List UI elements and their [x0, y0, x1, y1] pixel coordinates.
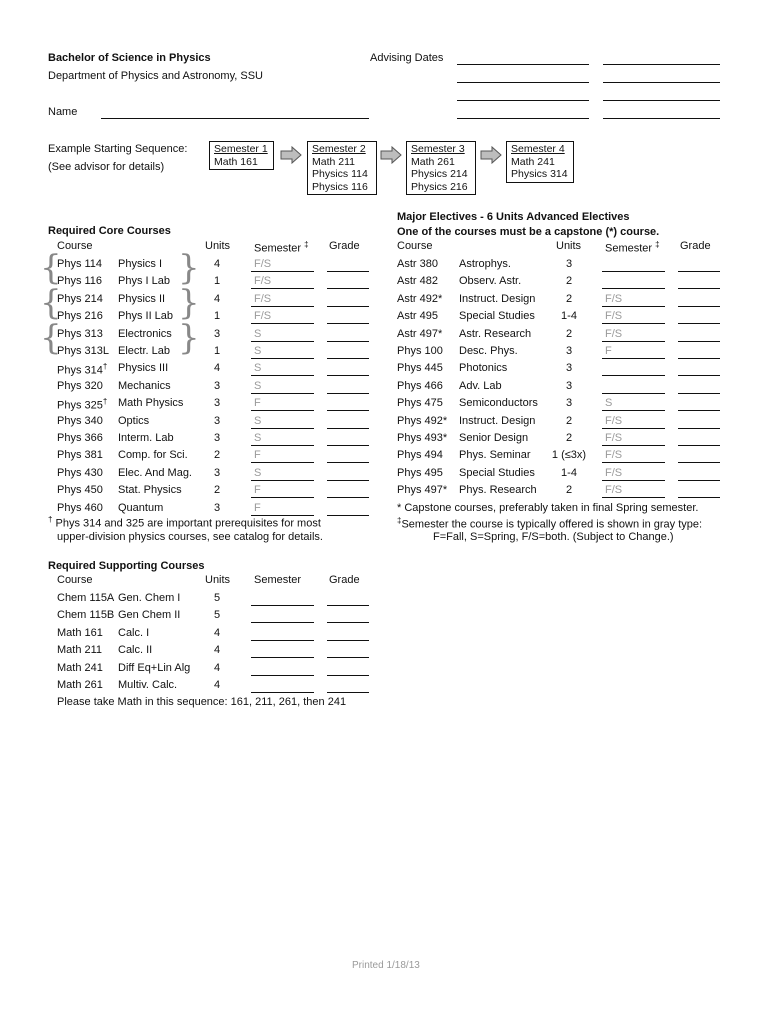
electives-col-course: Course — [397, 240, 433, 252]
course-units: 3 — [565, 362, 573, 375]
core-footnote-1: † Phys 314 and 325 are important prerequisites for most — [48, 515, 321, 530]
course-code: Phys 492* — [397, 414, 448, 427]
semester-offered: S — [254, 466, 262, 479]
semester-3-box — [406, 141, 476, 195]
grade-field[interactable] — [678, 480, 720, 481]
course-units: 1-4 — [561, 310, 577, 323]
semester-field[interactable] — [251, 640, 314, 641]
semester-field[interactable] — [251, 675, 314, 676]
semester-offered: F/S — [254, 310, 272, 323]
advising-date-field-4[interactable] — [603, 82, 720, 83]
course-name: Diff Eq+Lin Alg — [118, 661, 191, 674]
course-name: Gen Chem II — [118, 609, 181, 622]
semester-offered: F/S — [254, 292, 272, 305]
semester-field[interactable] — [251, 622, 314, 623]
course-name: Calc. II — [118, 644, 153, 657]
course-code: Phys 430 — [57, 466, 103, 479]
table-row — [0, 345, 770, 362]
course-name: Calc. I — [118, 626, 150, 639]
advising-date-field-5[interactable] — [457, 100, 589, 101]
course-name: Interm. Lab — [118, 432, 174, 444]
course-code: Phys 325† — [57, 397, 108, 412]
advising-dates-label: Advising Dates — [370, 52, 444, 64]
core-col-course: Course — [57, 240, 93, 252]
course-name: Electronics — [118, 327, 172, 340]
course-units: 3 — [565, 397, 573, 410]
semester-offered: F/S — [605, 310, 623, 323]
grade-field[interactable] — [327, 622, 369, 623]
semester-offered: F/S — [605, 466, 623, 479]
table-row — [0, 362, 770, 379]
semester-field[interactable] — [602, 341, 665, 342]
semester-field[interactable] — [602, 306, 665, 307]
semester-offered: F/S — [605, 292, 623, 305]
semester-offered: F/S — [605, 449, 623, 462]
table-row — [0, 679, 770, 696]
course-name: Instruct. Design — [459, 414, 536, 427]
electives-col-semester: Semester ‡ — [605, 240, 660, 255]
core-col-semester: Semester ‡ — [254, 240, 309, 255]
course-code: Phys 314† — [57, 362, 108, 378]
course-units: 3 — [565, 345, 573, 357]
course-name: Mechanics — [118, 379, 171, 392]
page-title: Bachelor of Science in Physics — [48, 52, 211, 64]
course-code: Phys 445 — [397, 362, 443, 375]
semester-course: Math 161 — [214, 155, 258, 168]
grade-field[interactable] — [327, 675, 369, 676]
semester-course: Math 211 — [312, 155, 355, 168]
course-code: Phys 313 — [57, 327, 103, 340]
course-name: Astrophys. — [459, 258, 511, 270]
course-name: Comp. for Sci. — [118, 449, 188, 462]
course-name: Physics II — [118, 292, 166, 305]
grade-field[interactable] — [678, 341, 720, 342]
course-code: Phys 495 — [397, 466, 443, 479]
supporting-col-grade: Grade — [329, 574, 360, 586]
course-units: 5 — [214, 609, 221, 622]
course-name: Senior Design — [459, 432, 529, 444]
course-units: 2 — [214, 449, 221, 462]
course-units: 3 — [565, 258, 573, 270]
semester-course: Math 261 — [411, 155, 455, 168]
course-name: Quantum — [118, 501, 164, 514]
table-row — [0, 258, 770, 275]
semester-field[interactable] — [602, 480, 665, 481]
semester-field[interactable] — [251, 692, 314, 693]
semester-offered: S — [254, 345, 262, 357]
table-row — [0, 293, 770, 310]
table-row — [0, 484, 770, 501]
course-name: Photonics — [459, 362, 508, 375]
electives-note-1: * Capstone courses, preferably taken in final Spring semester. — [397, 502, 699, 514]
grade-field[interactable] — [327, 605, 369, 606]
course-code: Astr 492* — [397, 292, 443, 305]
semester-1-box — [209, 141, 274, 170]
course-name: Phys II Lab — [118, 310, 174, 323]
core-heading: Required Core Courses — [48, 225, 171, 237]
semester-offered: F/S — [605, 327, 623, 340]
grade-field[interactable] — [678, 271, 720, 272]
semester-field[interactable] — [602, 445, 665, 446]
course-code: Math 161 — [57, 626, 103, 639]
course-units: 2 — [565, 432, 573, 444]
course-name: Math Physics — [118, 397, 184, 410]
electives-note-3: F=Fall, S=Spring, F/S=both. (Subject to Change.) — [433, 531, 674, 543]
course-code: Astr 495 — [397, 310, 438, 323]
table-row — [0, 415, 770, 432]
semester-offered: F — [254, 501, 261, 514]
grade-field[interactable] — [678, 375, 720, 376]
course-code: Math 261 — [57, 679, 103, 691]
course-units: 2 — [565, 414, 573, 427]
course-units: 4 — [214, 644, 221, 657]
electives-heading-1: Major Electives - 6 Units Advanced Electives — [397, 211, 630, 223]
core-col-units: Units — [205, 240, 231, 252]
course-name: Astr. Research — [459, 327, 532, 340]
course-units: 2 — [565, 292, 573, 305]
course-name: Physics I — [118, 258, 163, 270]
course-name: Multiv. Calc. — [118, 679, 178, 691]
course-units: 4 — [214, 362, 221, 375]
table-row — [0, 380, 770, 397]
grade-field[interactable] — [678, 323, 720, 324]
semester-offered: S — [254, 327, 262, 340]
course-code: Phys 497* — [397, 484, 448, 497]
course-units: 5 — [214, 592, 221, 604]
course-units: 4 — [214, 258, 221, 270]
supporting-col-semester: Semester — [254, 574, 302, 586]
course-code: Phys 460 — [57, 501, 103, 514]
course-name: Electr. Lab — [118, 345, 170, 357]
semester-4-box — [506, 141, 574, 183]
course-units: 4 — [214, 661, 221, 674]
semester-field[interactable] — [602, 393, 665, 394]
semester-title: Semester 1 — [214, 143, 268, 155]
semester-field[interactable] — [602, 497, 665, 498]
table-row — [0, 275, 770, 292]
grade-field[interactable] — [327, 657, 369, 658]
semester-offered: F/S — [605, 414, 623, 427]
course-units: 1 (≤3x) — [551, 449, 587, 462]
course-name: Adv. Lab — [459, 379, 502, 392]
course-units: 3 — [214, 327, 221, 340]
name-field[interactable] — [101, 118, 369, 119]
supporting-note: Please take Math in this sequence: 161, 211, 261, then 241 — [57, 696, 347, 708]
course-code: Phys 114 — [57, 258, 103, 270]
semester-field[interactable] — [602, 428, 665, 429]
name-label: Name — [48, 106, 78, 118]
course-code: Chem 115B — [57, 609, 115, 622]
brace-right-icon: } — [178, 283, 200, 323]
semester-offered: F — [254, 449, 261, 462]
semester-field[interactable] — [251, 657, 314, 658]
table-row — [0, 449, 770, 466]
semester-offered: S — [254, 414, 262, 427]
grade-field[interactable] — [678, 288, 720, 289]
semester-offered: F/S — [254, 258, 272, 270]
semester-course: Physics 216 — [411, 180, 468, 193]
course-name: Gen. Chem I — [118, 592, 181, 604]
semester-offered: S — [254, 379, 262, 392]
course-units: 1 — [214, 275, 221, 288]
course-name: Optics — [118, 414, 150, 427]
advising-date-field-2[interactable] — [603, 64, 720, 65]
semester-offered: F — [254, 397, 261, 410]
course-units: 3 — [565, 379, 573, 392]
arrow-right-icon — [480, 146, 502, 164]
course-code: Phys 340 — [57, 414, 103, 427]
core-col-grade: Grade — [329, 240, 360, 252]
course-name: Elec. And Mag. — [118, 466, 192, 479]
brace-left-icon: { — [40, 248, 62, 288]
course-units: 1 — [214, 345, 221, 357]
course-code: Phys 366 — [57, 432, 103, 444]
course-code: Phys 216 — [57, 310, 103, 323]
course-name: Stat. Physics — [118, 484, 182, 497]
semester-offered: F/S — [605, 432, 623, 444]
sequence-label: Example Starting Sequence: — [48, 143, 188, 155]
course-units: 2 — [565, 327, 573, 340]
semester-offered: S — [254, 432, 262, 444]
semester-course: Physics 214 — [411, 168, 468, 180]
advising-date-field-1[interactable] — [457, 64, 589, 65]
semester-field[interactable] — [602, 462, 665, 463]
course-code: Math 241 — [57, 661, 103, 674]
course-code: Phys 100 — [397, 345, 443, 357]
course-units: 4 — [214, 292, 221, 305]
course-code: Phys 493* — [397, 432, 448, 444]
semester-course: Physics 314 — [511, 168, 568, 180]
table-row — [0, 609, 770, 626]
course-units: 4 — [214, 679, 221, 691]
semester-field[interactable] — [602, 375, 665, 376]
table-row — [0, 592, 770, 609]
semester-2-box — [307, 141, 377, 195]
semester-field[interactable] — [251, 605, 314, 606]
department: Department of Physics and Astronomy, SSU — [48, 70, 263, 82]
course-code: Phys 494 — [397, 449, 443, 462]
semester-offered: F/S — [605, 484, 623, 497]
course-code: Chem 115A — [57, 592, 115, 604]
semester-offered: S — [605, 397, 613, 410]
supporting-col-units: Units — [205, 574, 231, 586]
semester-offered: F — [254, 484, 261, 497]
grade-field[interactable] — [327, 515, 369, 516]
brace-left-icon: { — [40, 283, 62, 323]
grade-field[interactable] — [678, 306, 720, 307]
course-name: Observ. Astr. — [459, 275, 522, 288]
course-units: 3 — [214, 397, 221, 410]
course-units: 3 — [214, 501, 221, 514]
semester-title: Semester 4 — [511, 143, 565, 155]
semester-title: Semester 2 — [312, 143, 366, 155]
supporting-heading: Required Supporting Courses — [48, 560, 205, 572]
advising-date-field-6[interactable] — [603, 100, 720, 101]
semester-offered: F/S — [254, 275, 272, 288]
course-name: Physics III — [118, 362, 169, 375]
grade-field[interactable] — [678, 445, 720, 446]
table-row — [0, 432, 770, 449]
semester-field[interactable] — [602, 410, 665, 411]
supporting-col-course: Course — [57, 574, 93, 586]
semester-field[interactable] — [602, 288, 665, 289]
semester-course: Physics 116 — [312, 180, 368, 193]
electives-heading-2: One of the courses must be a capstone (*) course. — [397, 226, 660, 238]
grade-field[interactable] — [678, 358, 720, 359]
semester-course: Physics 114 — [312, 168, 368, 180]
grade-field[interactable] — [678, 393, 720, 394]
arrow-right-icon — [380, 146, 402, 164]
semester-field[interactable] — [602, 271, 665, 272]
course-code: Phys 320 — [57, 379, 103, 392]
course-name: Semiconductors — [459, 397, 538, 410]
advising-date-field-3[interactable] — [457, 82, 589, 83]
table-row — [0, 627, 770, 644]
course-code: Phys 475 — [397, 397, 443, 410]
course-code: Phys 466 — [397, 379, 443, 392]
arrow-right-icon — [280, 146, 302, 164]
course-code: Phys 381 — [57, 449, 103, 462]
grade-field[interactable] — [678, 410, 720, 411]
grade-field[interactable] — [327, 640, 369, 641]
course-units: 2 — [214, 484, 221, 497]
course-units: 3 — [214, 466, 221, 479]
course-units: 4 — [214, 626, 221, 639]
advising-date-field-7[interactable] — [457, 118, 589, 119]
core-footnote-2: upper-division physics courses, see catalog for details. — [57, 531, 323, 543]
course-name: Instruct. Design — [459, 292, 536, 305]
course-units: 3 — [214, 432, 221, 444]
course-code: Phys 313L — [57, 345, 109, 357]
course-units: 1-4 — [561, 466, 577, 479]
semester-offered: S — [254, 362, 262, 375]
electives-col-units: Units — [556, 240, 582, 252]
course-code: Phys 214 — [57, 292, 103, 305]
table-row — [0, 662, 770, 679]
course-name: Phys. Seminar — [459, 449, 531, 462]
course-name: Special Studies — [459, 310, 535, 323]
course-name: Phys. Research — [459, 484, 537, 497]
semester-field[interactable] — [602, 323, 665, 324]
course-code: Astr 497* — [397, 327, 443, 340]
course-units: 3 — [214, 414, 221, 427]
semester-field[interactable] — [602, 358, 665, 359]
course-units: 3 — [214, 379, 221, 392]
course-name: Desc. Phys. — [459, 345, 518, 357]
course-code: Astr 380 — [397, 258, 438, 270]
table-row — [0, 644, 770, 661]
semester-title: Semester 3 — [411, 143, 465, 155]
printed-date: Printed 1/18/13 — [352, 960, 420, 971]
course-code: Phys 116 — [57, 275, 103, 288]
brace-right-icon: } — [178, 318, 200, 358]
course-code: Astr 482 — [397, 275, 438, 288]
course-units: 2 — [565, 484, 573, 497]
course-units: 2 — [565, 275, 573, 288]
electives-note-2: ‡Semester the course is typically offered is shown in gray type: — [397, 516, 703, 531]
semester-course: Math 241 — [511, 155, 555, 168]
semester-offered: F — [605, 345, 612, 357]
course-units: 1 — [214, 310, 221, 323]
table-row — [0, 310, 770, 327]
brace-left-icon: { — [40, 318, 62, 358]
table-row — [0, 397, 770, 414]
advising-date-field-8[interactable] — [603, 118, 720, 119]
table-row — [0, 328, 770, 345]
grade-field[interactable] — [678, 428, 720, 429]
course-name: Special Studies — [459, 466, 535, 479]
course-name: Phys I Lab — [118, 275, 170, 288]
course-code: Phys 450 — [57, 484, 103, 497]
electives-col-grade: Grade — [680, 240, 711, 252]
sequence-note: (See advisor for details) — [48, 161, 165, 173]
table-row — [0, 467, 770, 484]
brace-right-icon: } — [178, 248, 200, 288]
course-code: Math 211 — [57, 644, 103, 657]
grade-field[interactable] — [327, 692, 369, 693]
grade-field[interactable] — [678, 462, 720, 463]
grade-field[interactable] — [678, 497, 720, 498]
